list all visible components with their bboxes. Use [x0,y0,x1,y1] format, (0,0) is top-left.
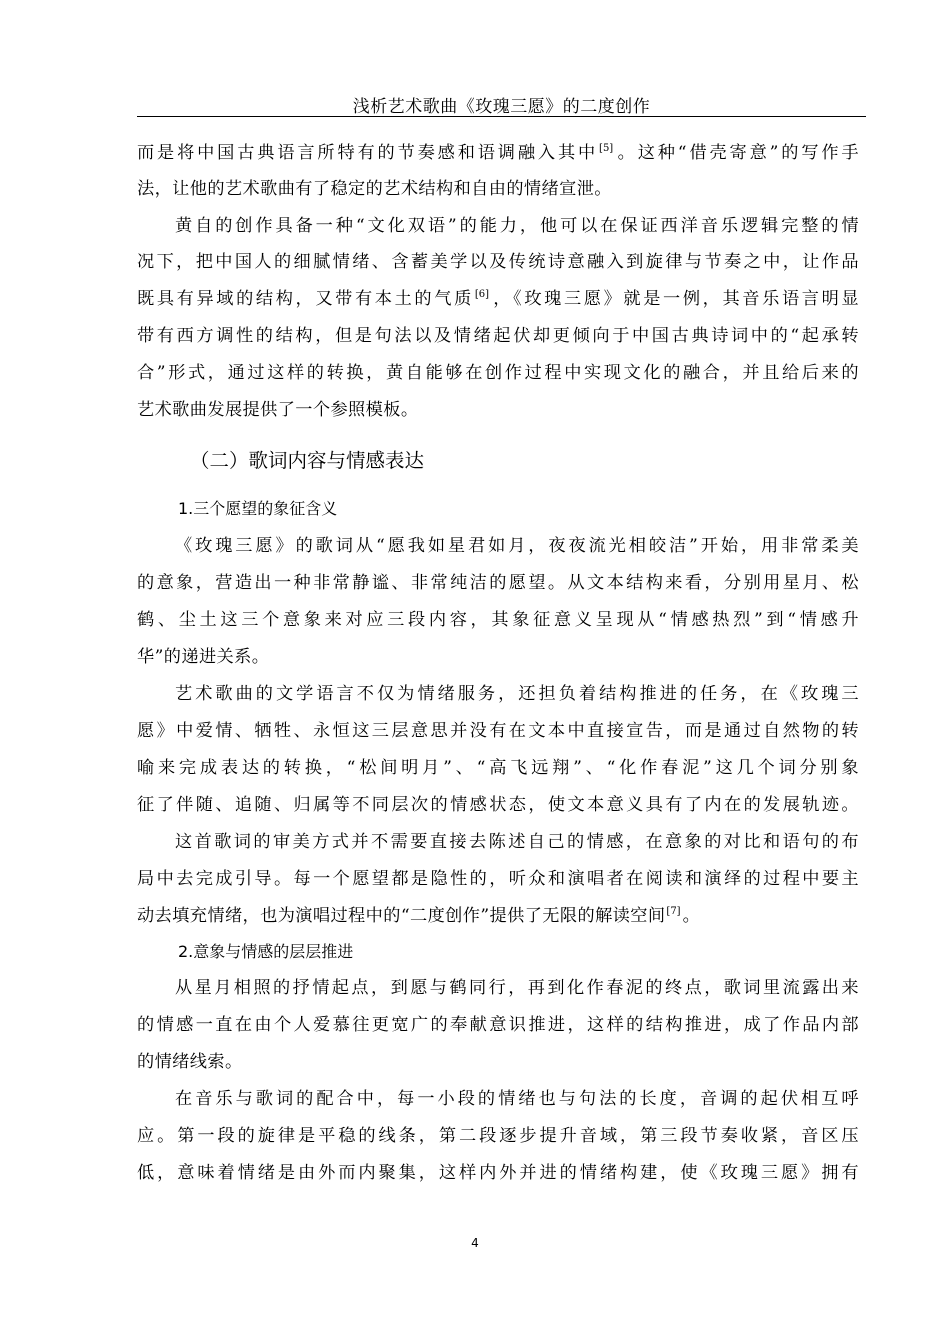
paragraph-line: 动去填充情绪，也为演唱过程中的“二度创作”提供了无限的解读空间[7] 。 [137,906,701,926]
paragraph-line: 的情绪线索。 [137,1052,243,1072]
section-heading: （二）歌词内容与情感表达 [190,449,425,472]
paragraph-line: 况下，把中国人的细腻情绪、含蓄美学以及传统诗意融入到旋律与节奏之中，让作品 [137,252,859,272]
paragraph-line: 鹤、尘土这三个意象来对应三段内容，其象征意义呈现从“情感热烈”到“情感升 [137,610,859,630]
paragraph-line: 的情感一直在由个人爱慕往更宽广的奉献意识推进，这样的结构推进，成了作品内部 [137,1015,859,1035]
paragraph-line: 既具有异域的结构，又带有本土的气质[6] ，《玫瑰三愿》就是一例，其音乐语言明显 [137,289,859,309]
subsection-heading: 2.意象与情感的层层推进 [178,942,354,961]
citation-ref: [7] [666,906,681,917]
paragraph-line: 艺术歌曲的文学语言不仅为情绪服务，还担负着结构推进的任务，在《玫瑰三 [175,684,859,704]
paragraph-line: 征了伴随、追随、归属等不同层次的情感状态，使文本意义具有了内在的发展轨迹。 [137,795,859,815]
paragraph-line: 这首歌词的审美方式并不需要直接去陈述自己的情感，在意象的对比和语句的布 [175,832,859,852]
citation-ref: [6] [474,289,490,300]
paragraph-line: 黄自的创作具备一种“文化双语”的能力，他可以在保证西洋音乐逻辑完整的情 [175,216,859,236]
paragraph-line: 低，意味着情绪是由外而内聚集，这样内外并进的情绪构建，使《玫瑰三愿》拥有 [137,1163,859,1183]
paragraph-line: 合”形式，通过这样的转换，黄自能够在创作过程中实现文化的融合，并且给后来的 [137,363,859,383]
paragraph-line: 从星月相照的抒情起点，到愿与鹤同行，再到化作春泥的终点，歌词里流露出来 [175,978,859,998]
header-divider [137,116,866,117]
paragraph-line: 应。第一段的旋律是平稳的线条，第二段逐步提升音域，第三段节奏收紧，音区压 [137,1126,859,1146]
paragraph-line: 在音乐与歌词的配合中，每一小段的情绪也与句法的长度，音调的起伏相互呼 [175,1089,859,1109]
page-number: 4 [471,1236,479,1250]
paragraph-line: 《玫瑰三愿》的歌词从“愿我如星君如月，夜夜流光相皎洁”开始，用非常柔美 [175,536,859,556]
running-header-title: 浅析艺术歌曲《玫瑰三愿》的二度创作 [352,97,651,117]
paragraph-line: 带有西方调性的结构，但是句法以及情绪起伏却更倾向于中国古典诗词中的“起承转 [137,326,859,346]
paragraph-line: 局中去完成引导。每一个愿望都是隐性的，听众和演唱者在阅读和演绎的过程中要主 [137,869,859,889]
paragraph-line: 而是将中国古典语言所特有的节奏感和语调融入其中[5] 。这种“借壳寄意”的写作手 [137,143,860,163]
paragraph-line: 愿》中爱情、牺牲、永恒这三层意思并没有在文本中直接宣告，而是通过自然物的转 [137,721,859,741]
paragraph-line: 华”的递进关系。 [137,647,270,667]
paragraph-line: 法，让他的艺术歌曲有了稳定的艺术结构和自由的情绪宣泄。 [137,179,612,199]
paragraph-line: 艺术歌曲发展提供了一个参照模板。 [137,400,419,420]
subsection-heading: 1.三个愿望的象征含义 [178,499,338,518]
paragraph-line: 的意象，营造出一种非常静谧、非常纯洁的愿望。从文本结构来看，分别用星月、松 [137,573,859,593]
paragraph-line: 喻来完成表达的转换，“松间明月”、“高飞远翔”、“化作春泥”这几个词分别象 [137,758,859,778]
citation-ref: [5] [599,143,614,154]
